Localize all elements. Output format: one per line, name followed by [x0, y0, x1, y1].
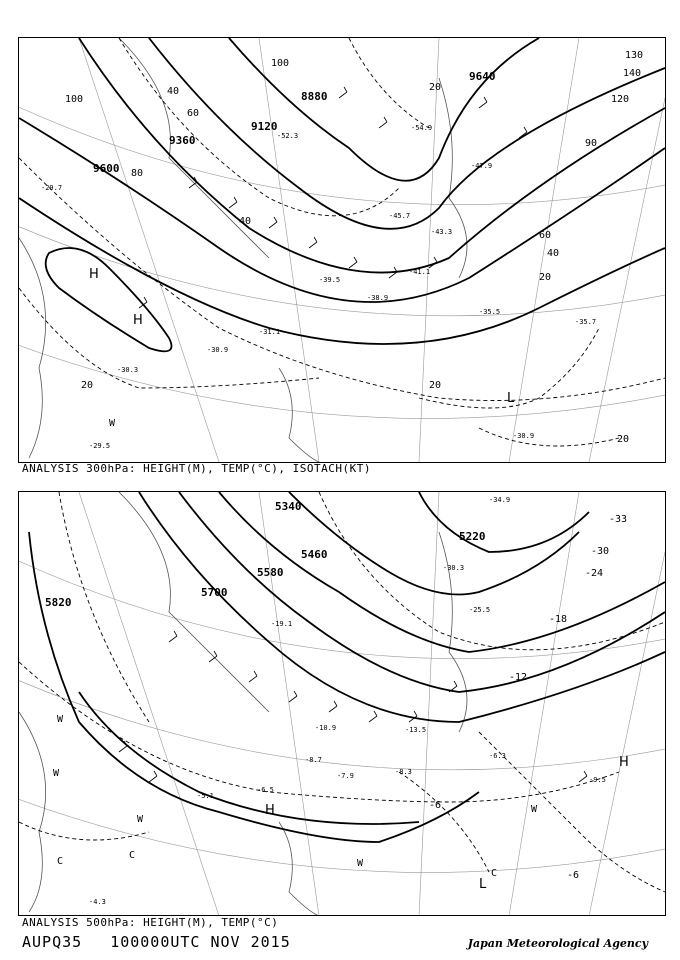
height-label: 9120: [251, 120, 278, 133]
temp-value: -7.9: [337, 772, 354, 780]
temp-value: -4.3: [89, 898, 106, 906]
temp-value: -10.9: [315, 724, 337, 732]
isotach-label: 130: [625, 50, 644, 61]
isotach-label: 100: [271, 58, 290, 69]
isotach-label: 20: [81, 380, 94, 391]
temp-value: -54.9: [411, 124, 433, 132]
isotherm-label: -6: [567, 870, 580, 881]
high-pressure-center: H: [89, 267, 99, 282]
temp-value: -30.9: [513, 432, 535, 440]
isotach-label: 90: [585, 138, 598, 149]
agency-name: Japan Meteorological Agency: [467, 937, 648, 950]
isotherm-contours: [19, 38, 665, 446]
cold-marker: C: [491, 868, 498, 879]
map-300hpa-canvas: [19, 38, 665, 462]
isotach-label: 40: [167, 86, 180, 97]
warm-marker: W: [57, 714, 64, 725]
height-label: 5580: [257, 566, 284, 579]
temp-value: -9.5: [589, 776, 606, 784]
graticule: [19, 492, 665, 916]
height-label: 8880: [301, 90, 328, 103]
warm-marker: W: [137, 814, 144, 825]
cold-marker: C: [129, 850, 136, 861]
isotach-label: 20: [429, 82, 442, 93]
map-500hpa-canvas: [19, 492, 665, 916]
isotherm-label: -33: [609, 514, 628, 525]
isotherm-label: -24: [585, 568, 604, 579]
temp-value: -39.5: [319, 276, 341, 284]
high-pressure-center: H: [133, 313, 143, 328]
isotach-label: 140: [623, 68, 642, 79]
temp-value: -35.7: [575, 318, 597, 326]
isotach-label: 40: [239, 216, 252, 227]
height-label: 9360: [169, 134, 196, 147]
isotach-label: 20: [617, 434, 630, 445]
high-pressure-center: H: [265, 803, 275, 818]
temp-value: -29.5: [89, 442, 111, 450]
temp-value: -30.3: [117, 366, 139, 374]
height-label: 5340: [275, 500, 302, 513]
isotach-label: 40: [547, 248, 560, 259]
temp-value: -35.5: [479, 308, 501, 316]
isotherm-label: -6: [429, 800, 442, 811]
temp-value: -8.7: [305, 756, 322, 764]
temp-value: -6.5: [257, 786, 274, 794]
height-label: 5820: [45, 596, 72, 609]
temp-value: -30.9: [207, 346, 229, 354]
bulletin-datetime: 100000UTC NOV 2015: [110, 933, 291, 951]
isotach-label: 20: [539, 272, 552, 283]
height-contours: [19, 38, 665, 351]
isotherm-label: -12: [509, 672, 528, 683]
bulletin-header: [22, 933, 319, 951]
low-pressure-center: L: [507, 391, 515, 406]
temp-value: -5.1: [197, 792, 214, 800]
caption-500hpa: ANALYSIS 500hPa: HEIGHT(M), TEMP(°C): [22, 916, 279, 929]
height-label: 9640: [469, 70, 496, 83]
temp-value: -34.9: [489, 496, 511, 504]
warm-marker: W: [109, 418, 116, 429]
height-label: 5220: [459, 530, 486, 543]
temp-value: -38.9: [367, 294, 389, 302]
isotherm-label: -18: [549, 614, 568, 625]
isotach-label: 100: [65, 94, 84, 105]
height-contours: [29, 492, 665, 842]
isotach-label: 20: [429, 380, 442, 391]
temp-value: -8.3: [395, 768, 412, 776]
height-label: 5460: [301, 548, 328, 561]
temp-value: -31.1: [259, 328, 281, 336]
temp-value: -47.9: [471, 162, 493, 170]
temp-value: -52.3: [277, 132, 299, 140]
isotherm-label: -30: [591, 546, 610, 557]
isotach-label: 120: [611, 94, 630, 105]
cold-marker: C: [57, 856, 64, 867]
bulletin-code: AUPQ35: [22, 933, 83, 951]
caption-300hpa: ANALYSIS 300hPa: HEIGHT(M), TEMP(°C), ISOTACH(KT): [22, 462, 372, 475]
temp-value: -43.3: [431, 228, 453, 236]
high-pressure-center: H: [619, 755, 629, 770]
map-500hpa: [18, 491, 666, 916]
isotach-label: 60: [187, 108, 200, 119]
warm-marker: W: [531, 804, 538, 815]
coastlines: [19, 492, 467, 916]
warm-marker: W: [53, 768, 60, 779]
temp-value: -29.7: [41, 184, 63, 192]
warm-marker: W: [357, 858, 364, 869]
height-label: 5700: [201, 586, 228, 599]
temp-value: -13.5: [405, 726, 427, 734]
temp-value: -45.7: [389, 212, 411, 220]
coastlines: [19, 38, 467, 462]
height-label: 9600: [93, 162, 120, 175]
wind-barbs: [139, 87, 527, 308]
isotach-label: 80: [131, 168, 144, 179]
temp-value: -30.3: [443, 564, 465, 572]
graticule: [19, 38, 665, 462]
temp-value: -6.3: [489, 752, 506, 760]
temp-value: -19.1: [271, 620, 293, 628]
isotach-label: 60: [539, 230, 552, 241]
temp-value: -25.5: [469, 606, 491, 614]
map-300hpa: [18, 37, 666, 463]
low-pressure-center: L: [479, 877, 487, 892]
temp-value: -41.1: [409, 268, 431, 276]
